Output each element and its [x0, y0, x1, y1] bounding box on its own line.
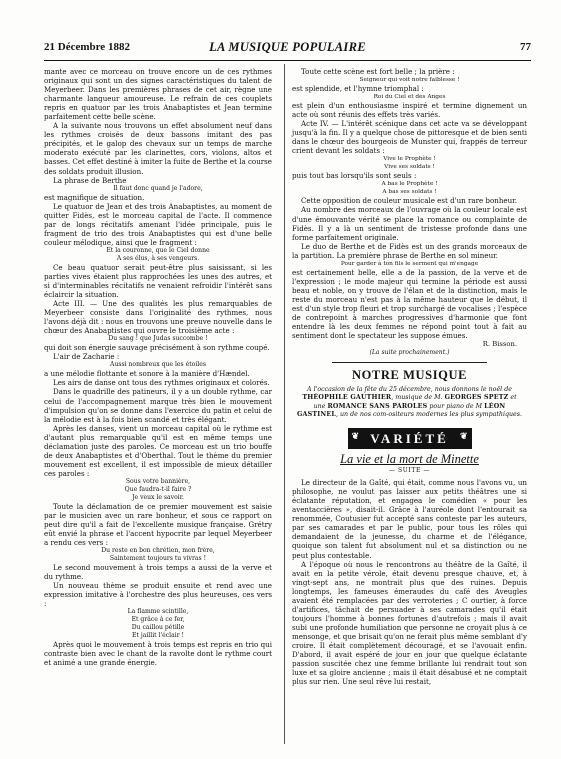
paragraph: Dans le quadrille des patineurs, il y a un double rythme, car celui de l'accompagnement marque très bien le mouvement d'impulsion qu'on se donne dans l'exercice du patin et celui de la mélodie est à la fois bien scandé et très élégant.: [44, 387, 272, 424]
paragraph: Toute cette scène est fort belle ; la prière :: [301, 67, 455, 76]
paragraph: Cette opposition de couleur musicale est d'un rare bonheur.: [301, 196, 518, 206]
story-title: La vie et la mort de Minette: [340, 452, 479, 467]
variety-banner: [348, 428, 472, 449]
verse-quote: Du reste en bon chrétien, mon frère,: [101, 547, 215, 555]
paragraph: puis tout bas lorsqu'ils sont seuls :: [292, 171, 417, 181]
verse-quote: La flamme scintille,: [127, 608, 189, 616]
ornament-icon: ❦: [459, 431, 468, 442]
notice-name: GEORGES SPETZ: [444, 394, 509, 402]
verse-quote: A ses élus, à ses vengeurs.: [116, 254, 200, 262]
continuation-note: (La suite prochainement.): [369, 349, 450, 357]
section-title: NOTRE MUSIQUE: [351, 368, 468, 383]
paragraph: La phrase de Berthe: [53, 175, 127, 185]
verse-quote: Roi du Ciel et des Anges: [373, 94, 446, 101]
paragraph: A l'époque où nous le rencontrons au théâtre de la Gaîté, il avait en la petite vérole, était devenu presque chauve, et, à vingt-sept ans, ne montrait plus que des ruines. Depuis longtemps, les fameuses émeraudes du café des Aveugles avaient été remplacées par des verroteries ; C ourtier, à force d'artifices, tâchait de persuader à ses camarades qu'il était toujours l'homme à bonnes fortunes d'autrefois ; mais il avait subi une profonde humiliation que personne ne croyait plus à ce mensonge, et que brisait qu'on ne ferait plus même semblant d'y croire. Il était complètement découragé, et se l'avouait enfin. D'abord, il avait espéré de jour en jour que quelque éclatante passion suscitée chez une femme brillante lui rendrait tout son luxe et sa gloire ancienne ; mais il était désabusé et ne comptait plus sur rien. Une seul rêve lui restait,: [292, 559, 527, 687]
verse-quote: Saintement toujours tu vivras !: [109, 555, 207, 563]
header-rule: [44, 60, 531, 61]
journal-title: LA MUSIQUE POPULAIRE: [209, 40, 366, 54]
verse-quote: Que faudra-t-il faire ?: [124, 485, 192, 493]
paragraph: Un nouveau thème se produit ensuite et rend avec une expression imitative à l'orchestre des plus heureuses, ces vers :: [44, 581, 272, 609]
issue-date: 21 Décembre 1882: [44, 41, 130, 53]
page-header: [44, 40, 531, 56]
section-divider: [332, 362, 487, 363]
left-column: [44, 67, 272, 668]
ornament-icon: ❦: [351, 431, 360, 442]
paragraph: L'air de Zacharie :: [53, 352, 120, 362]
verse-quote: Je veux le savoir.: [132, 493, 184, 501]
music-notice: [292, 386, 527, 419]
paragraph: est certainement belle, elle a de la passion, de la verve et de l'expression ; le mode majeur qui termine la période est aussi beau et noble, on y trouve de l'élan et de la distinction, mais le reste du morceau n'est pas à la même hauteur que le début, il est d'un style trop fleuri et trop surchargé de vocalises ; l'espèce de contrepoint à marches progressives d'harmonie que font entendre là les deux femmes ne répond point tout à fait au sentiment dont le spectateur les suppose émues.: [292, 267, 527, 341]
verse-quote: A bas le Prophète !: [381, 181, 438, 188]
paragraph: Le duo de Berthe et de Fidès est un des grands morceaux de la partition. La première phrase de Berthe en sol mineur.: [292, 241, 527, 260]
paragraph: Acte III. — Une des qualités les plus remarquables de Meyerbeer consiste dans l'originalité des rythmes, nous l'avons déjà dit : nous en trouvons une preuve nouvelle dans le chœur des Anabaptistes qui ouvre le troisième acte :: [44, 299, 272, 336]
suite-label: — SUITE —: [388, 467, 431, 475]
right-column: [292, 67, 527, 686]
paragraph: A la suivante nous trouvons un effet absolument neuf dans les rythmes croisés de deux bassons imitant des pas précipités, et le galop des chevaux sur un temps de marche moderato exécuté par les clarinettes, cors, violons, altos et basses. Cet effet destiné à imiter la fuite de Berthe et la course des soldats produit illusion.: [44, 121, 272, 176]
paragraph: est plein d'un enthousiasme inspiré et termine dignement un acte où sont réunis des effets très variés.: [292, 101, 527, 120]
paragraph: Au nombre des morceaux de l'ouvrage où la couleur locale est d'une émouvante vérité se place la romance ou complainte de Fidès. Il y a là un sentiment de tristesse profonde dans une forme parfaitement originale.: [292, 205, 527, 242]
paragraph: qui doit son énergie sauvage précisément à son rythme coupé.: [44, 343, 270, 353]
notice-text: pour piano de M: [427, 402, 485, 410]
notice-name: THÉOPHILE GAUTHIER: [302, 394, 392, 402]
verse-quote: Aussi nombreux que les étoiles: [110, 361, 206, 369]
paragraph: est magnifique de situation.: [44, 192, 145, 202]
notice-text: et une: [313, 394, 517, 410]
paragraph: Le second mouvement à trois temps a aussi de la verve et du rythme.: [44, 563, 272, 582]
notice-text: , un de nos com-ositeurs modernes les plus sympathiques.: [336, 410, 523, 418]
verse-quote: Et jaillit l'éclair !: [131, 632, 184, 640]
verse-quote: Du caillou pétille: [131, 624, 185, 632]
author-signature: R. Bisson.: [482, 340, 517, 349]
verse-quote: Vive ses soldats !: [384, 164, 435, 171]
notice-text: A l'occasion de la fête du 25 décembre, nous donnons le noël de: [307, 386, 512, 394]
paragraph: Ce beau quatuor serait peut-être plus saisissant, si les parties vives étaient plus rapprochées les unes des autres, et si d'interminables récitatifs ne venaient refroidir l'intérêt sans éclaircir la situation.: [44, 262, 272, 300]
verse-quote: Il faut donc quand je l'adore,: [113, 184, 203, 192]
paragraph: Après les danses, vient un morceau capital où le rythme est d'autant plus remarquable qu'il est en même temps une déclamation juste des paroles. Ce morceau est un trio bouffe de deux Anabaptistes et d'Oberthal. Tout le thème du premier mouvement est excellent, il est impossible de mieux détailler ces paroles :: [44, 423, 272, 478]
verse-quote: Vive le Prophète !: [383, 156, 436, 163]
verse-quote: Et la couronne, que le Ciel donne: [106, 246, 210, 254]
paragraph: Après quoi le mouvement à trois temps est repris en trio qui contraste bien avec le chant de la ravolte dont le rythme court et animé a une grande énergie.: [44, 640, 272, 668]
verse-quote: Seigneur qui voit notre faiblesse !: [359, 77, 460, 84]
verse-quote: Pour garder à ton fils le serment qui m'engage: [340, 260, 479, 267]
paragraph: Acte IV. — L'intérêt scénique dans cet acte va se développant jusqu'à la fin. Il y a quelque chose de pittoresque et de bien senti dans le chœur des bourgeois de Munster qui, frappés de terreur crient devant les soldats :: [292, 119, 527, 156]
paragraph: mante avec ce morceau on trouve encore un de ces rythmes originaux qui sont un des signes caractéristiques du talent de Meyerbeer. Dans les premières phrases de cet air, règne une charmante langueur amoureuse. Le refrain de ces couplets repris en quatuor par les trois Anabaptistes et Jean termine parfaitement cette belle scène.: [44, 67, 272, 122]
verse-quote: A bas ses soldats !: [382, 189, 437, 196]
notice-text: , musique de M.: [391, 394, 445, 402]
paragraph: Le quatuor de Jean et des trois Anabaptistes, au moment de quitter Fidès, est le morceau capital de l'acte. Il commence par de longs récitatifs amenant l'idée principale, puis le fragment de trio des trois Anabaptistes qui est d'une belle couleur mélodique, ainsi que le fragment :: [44, 201, 272, 247]
verse-quote: Du sang ! que Judas succombe !: [108, 335, 208, 343]
column-divider: [284, 64, 285, 744]
paragraph: est splendide, et l'hymne triomphal :: [292, 84, 424, 94]
notice-name: ROMANCE SANS PAROLES: [327, 402, 428, 410]
variety-label: VARIÉTÉ: [370, 431, 449, 446]
notice-name: LÉON GASTINEL: [296, 402, 506, 418]
paragraph: Les airs de danse ont tous des rythmes originaux et colorés.: [53, 378, 270, 388]
paragraph: a une mélodie flottante et sonore à la manière d'Hændel.: [44, 369, 250, 379]
paragraph: Le directeur de la Gaîté, qui était, comme nous l'avons vu, un philosophe, ne voulut pas laisser aux petits théâtres une si éclatante réputation, et engagea le comédien « pour les aventaccières », disait-il. Grâce à l'auréole dont l'entourait sa renommée, Coutusier fut accepté sans conteste par les auteurs, par ses camarades et par le public, pour tous les rôles qui demandaient de la jeunesse, du charme et de l'élégance, quoique son talent fut absolument nul et sa distinction ou ne peut plus contestable.: [292, 478, 527, 560]
page-number: 77: [520, 41, 531, 53]
verse-quote: Et grâce à ce fer,: [131, 616, 185, 624]
verse-quote: Sous votre bannière,: [125, 477, 191, 485]
paragraph: Toute la déclamation de ce premier mouvement est saisie par le musicien avec un rare bonheur, et sous ce rapport on peut dire qu'il a fait de l'excellente musique française. Grétry eût envié la phrase et l'accent hypocrite par lequel Meyerbeer a rendu ces vers :: [44, 501, 272, 548]
